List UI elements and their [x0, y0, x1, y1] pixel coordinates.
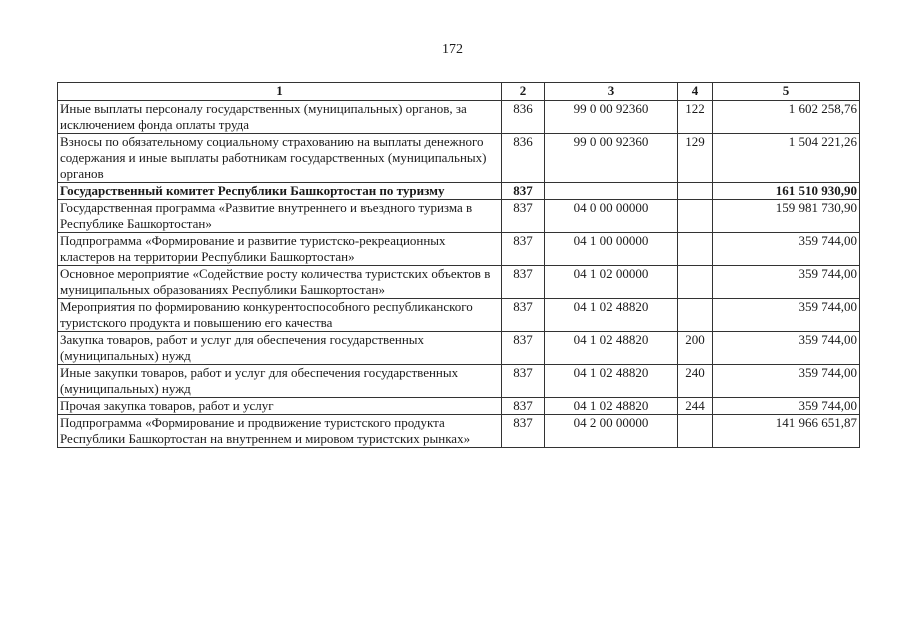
cell-target-article: 04 0 00 00000: [545, 200, 678, 233]
header-col-3: 3: [545, 83, 678, 101]
cell-name: Иные выплаты персоналу государственных (муниципальных) органов, за исключением фонда оплаты труда: [58, 101, 502, 134]
header-col-2: 2: [502, 83, 545, 101]
table-row: [58, 332, 860, 365]
cell-code: 837: [502, 233, 545, 266]
cell-expense-type: [678, 266, 713, 299]
cell-code: 837: [502, 183, 545, 200]
cell-expense-type: [678, 183, 713, 200]
cell-amount: 1 602 258,76: [713, 101, 860, 134]
cell-name: Подпрограмма «Формирование и развитие туристско-рекреационных кластеров на территории Республики Башкортостан»: [58, 233, 502, 266]
cell-expense-type: 244: [678, 398, 713, 415]
table-row: [58, 415, 860, 448]
cell-code: 837: [502, 299, 545, 332]
cell-expense-type: [678, 415, 713, 448]
cell-code: 836: [502, 101, 545, 134]
cell-expense-type: [678, 233, 713, 266]
cell-name: Прочая закупка товаров, работ и услуг: [58, 398, 502, 415]
cell-target-article: 99 0 00 92360: [545, 134, 678, 183]
cell-target-article: 04 1 02 48820: [545, 332, 678, 365]
table-body: [58, 101, 860, 448]
header-col-1: 1: [58, 83, 502, 101]
header-row: [58, 83, 860, 101]
budget-table: [57, 82, 860, 448]
cell-code: 836: [502, 134, 545, 183]
table-row: [58, 398, 860, 415]
cell-expense-type: 129: [678, 134, 713, 183]
cell-code: 837: [502, 332, 545, 365]
table-row: [58, 233, 860, 266]
cell-expense-type: [678, 299, 713, 332]
cell-amount: 161 510 930,90: [713, 183, 860, 200]
table-row: [58, 266, 860, 299]
cell-amount: 359 744,00: [713, 299, 860, 332]
header-col-5: 5: [713, 83, 860, 101]
cell-amount: 359 744,00: [713, 398, 860, 415]
table-row: [58, 200, 860, 233]
cell-name: Основное мероприятие «Содействие росту количества туристских объектов в муниципальных образованиях Республики Башкортостан»: [58, 266, 502, 299]
table-row: [58, 134, 860, 183]
cell-name: Государственный комитет Республики Башкортостан по туризму: [58, 183, 502, 200]
cell-amount: 359 744,00: [713, 365, 860, 398]
cell-name: Иные закупки товаров, работ и услуг для обеспечения государственных (муниципальных) нужд: [58, 365, 502, 398]
cell-target-article: 04 2 00 00000: [545, 415, 678, 448]
cell-expense-type: [678, 200, 713, 233]
cell-amount: 159 981 730,90: [713, 200, 860, 233]
cell-target-article: 99 0 00 92360: [545, 101, 678, 134]
cell-code: 837: [502, 398, 545, 415]
cell-target-article: [545, 183, 678, 200]
cell-name: Государственная программа «Развитие внутреннего и въездного туризма в Республике Башкортостан»: [58, 200, 502, 233]
page-number: 172: [442, 42, 463, 57]
table-row: [58, 299, 860, 332]
cell-code: 837: [502, 266, 545, 299]
cell-name: Подпрограмма «Формирование и продвижение туристского продукта Республики Башкортостан на внутреннем и мировом туристских рынках»: [58, 415, 502, 448]
header-col-4: 4: [678, 83, 713, 101]
cell-target-article: 04 1 02 48820: [545, 398, 678, 415]
cell-code: 837: [502, 200, 545, 233]
cell-expense-type: 240: [678, 365, 713, 398]
table-header: [58, 83, 860, 101]
cell-target-article: 04 1 02 48820: [545, 299, 678, 332]
table-row: [58, 101, 860, 134]
cell-code: 837: [502, 365, 545, 398]
cell-expense-type: 200: [678, 332, 713, 365]
cell-name: Закупка товаров, работ и услуг для обеспечения государственных (муниципальных) нужд: [58, 332, 502, 365]
cell-target-article: 04 1 02 48820: [545, 365, 678, 398]
cell-amount: 359 744,00: [713, 266, 860, 299]
cell-expense-type: 122: [678, 101, 713, 134]
cell-name: Взносы по обязательному социальному страхованию на выплаты денежного содержания и иные выплаты работникам государственных (муниципальных) органов: [58, 134, 502, 183]
table-row: [58, 365, 860, 398]
table-row: [58, 183, 860, 200]
cell-amount: 359 744,00: [713, 332, 860, 365]
cell-name: Мероприятия по формированию конкурентоспособного республиканского туристского продукта и повышению его качества: [58, 299, 502, 332]
cell-code: 837: [502, 415, 545, 448]
cell-target-article: 04 1 02 00000: [545, 266, 678, 299]
cell-target-article: 04 1 00 00000: [545, 233, 678, 266]
cell-amount: 1 504 221,26: [713, 134, 860, 183]
cell-amount: 141 966 651,87: [713, 415, 860, 448]
cell-amount: 359 744,00: [713, 233, 860, 266]
